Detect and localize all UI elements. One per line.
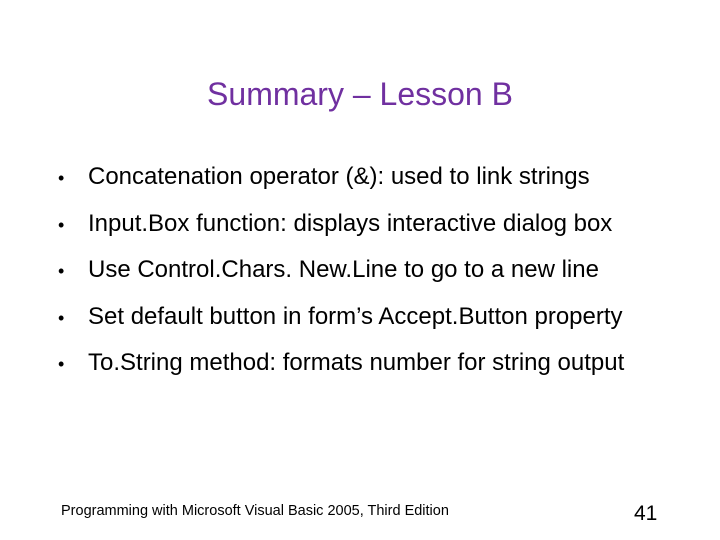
bullet-list — [58, 157, 624, 390]
bullet-item — [58, 157, 624, 204]
bullet-icon: • — [58, 261, 65, 281]
bullet-text: Set default button in form’s Accept.Button property — [88, 302, 623, 330]
bullet-item — [58, 250, 624, 297]
page-number: 41 — [634, 502, 658, 525]
bullet-icon: • — [58, 214, 65, 235]
bullet-icon: • — [58, 168, 65, 188]
footer-text: Programming with Microsoft Visual Basic 2005, Third Edition — [61, 503, 449, 519]
bullet-text: To.String method: formats number for string output — [88, 349, 625, 376]
bullet-icon: • — [58, 307, 65, 328]
bullet-text: Concatenation operator (&): used to link strings — [88, 163, 590, 190]
bullet-item — [58, 343, 624, 390]
bullet-icon: • — [58, 354, 65, 374]
bullet-text: Input.Box function: displays interactive dialog box — [88, 209, 613, 237]
bullet-item — [58, 204, 624, 251]
slide-title: Summary – Lesson B — [207, 76, 513, 112]
bullet-item — [58, 297, 624, 344]
bullet-text: Use Control.Chars. New.Line to go to a new line — [88, 256, 599, 283]
